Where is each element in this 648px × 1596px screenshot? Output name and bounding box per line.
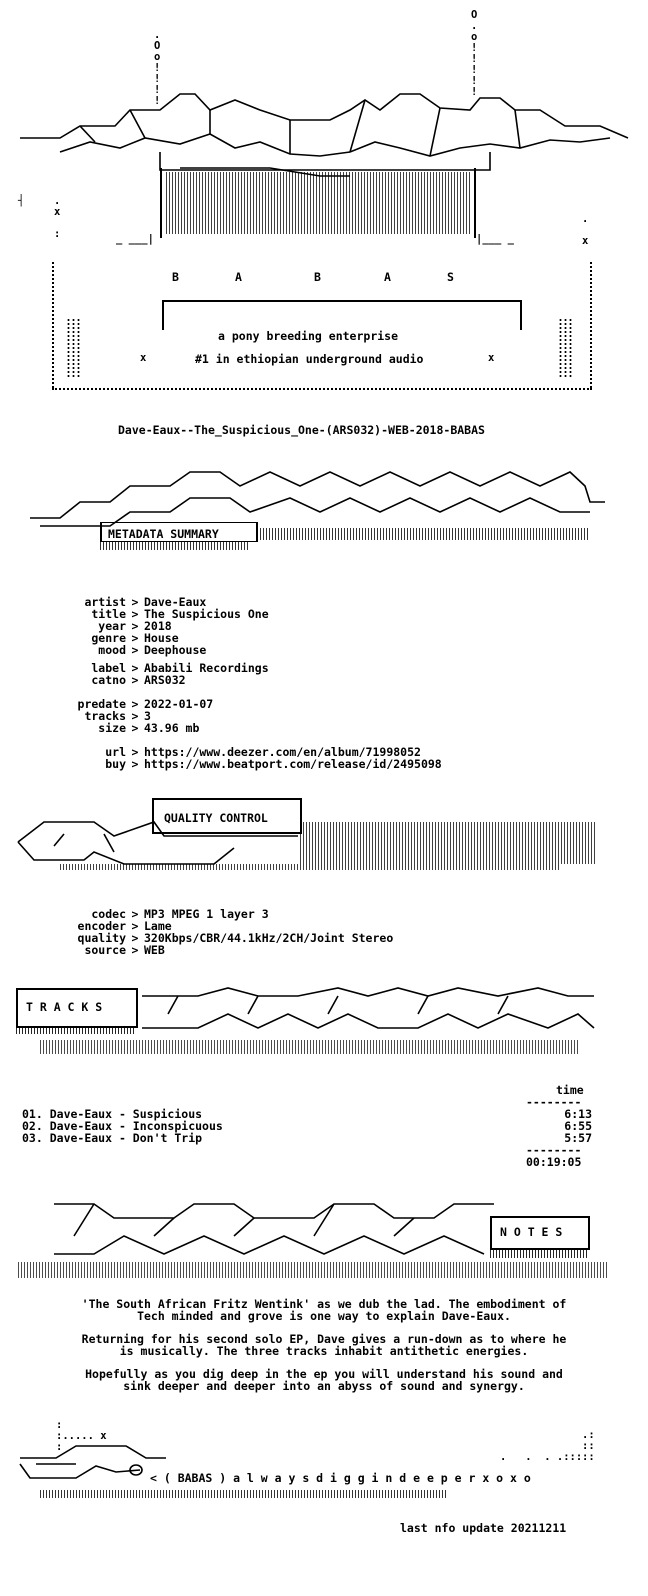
track-time: 6:13: [564, 1107, 592, 1121]
last-update: last nfo update 20211211: [400, 1521, 567, 1535]
quality-key: codec: [91, 907, 126, 921]
metadata-value: 3: [144, 709, 151, 723]
notes-paragraph-1: 'The South African Fritz Wentink' as we dub the lad. The embodiment of Tech minded and grove is one way to explain Dave-Eaux.: [81, 1297, 567, 1323]
total-time: 00:19:05: [526, 1155, 582, 1169]
metadata-value: Deephouse: [144, 643, 207, 657]
quality-key: source: [84, 943, 126, 957]
metadata-key: artist: [84, 595, 126, 609]
track-time: 6:55: [564, 1119, 592, 1133]
metadata-key: title: [91, 607, 126, 621]
track-number: 01.: [22, 1107, 43, 1121]
arrow-glyph: >: [131, 643, 139, 657]
arrow-glyph: >: [131, 709, 139, 723]
metadata-key: mood: [98, 643, 126, 657]
tagline: a pony breeding enterprise: [218, 329, 399, 343]
quality-value: 320Kbps/CBR/44.1kHz/2CH/Joint Stereo: [144, 931, 394, 945]
metadata-value: House: [144, 631, 179, 645]
logo-building: [160, 168, 476, 238]
antenna-right: O . o ! ! ! ! !: [471, 9, 478, 98]
metadata-key: catno: [91, 673, 126, 687]
arrow-glyph: >: [131, 907, 139, 921]
metadata-value: 43.96 mb: [144, 721, 200, 735]
arrow-glyph: >: [131, 619, 139, 633]
footer-slogan: < ( BABAS ) a l w a y s d i g g i n d e e p e r x o x o: [150, 1471, 531, 1485]
arrow-glyph: >: [131, 757, 139, 771]
track-number: 02.: [22, 1119, 43, 1133]
x-mark-left: x: [140, 352, 147, 364]
section-title-tracks: T R A C K S: [26, 1000, 103, 1014]
quality-value: Lame: [144, 919, 172, 933]
quality-value: WEB: [144, 943, 165, 957]
logo-roof: [20, 90, 630, 180]
metadata-key: url: [105, 745, 126, 759]
babas-letter-2: A: [235, 270, 242, 284]
arrow-glyph: >: [131, 631, 139, 645]
time-separator-top: --------: [526, 1095, 582, 1109]
metadata-value: 2022-01-07: [144, 697, 214, 711]
antenna-left: . O o ! ! ! !: [154, 29, 161, 107]
arrow-glyph: >: [131, 697, 139, 711]
track-row: [22, 1132, 592, 1144]
time-header: time: [556, 1083, 584, 1097]
metadata-row: [60, 674, 186, 686]
arrow-glyph: >: [131, 745, 139, 759]
notes-paragraph-3: Hopefully as you dig deep in the ep you will understand his sound and sink deeper and deeper into an abyss of sound and synergy.: [85, 1367, 563, 1393]
arrow-glyph: >: [131, 919, 139, 933]
section-title-metadata: METADATA SUMMARY: [108, 527, 219, 541]
arrow-glyph: >: [131, 661, 139, 675]
section-title-quality: QUALITY CONTROL: [164, 811, 268, 825]
babas-letter-1: B: [172, 270, 179, 284]
babas-letter-3: B: [314, 270, 321, 284]
metadata-key: year: [98, 619, 126, 633]
subtagline: #1 in ethiopian underground audio: [195, 352, 424, 366]
quality-key: encoder: [77, 919, 126, 933]
metadata-key: label: [91, 661, 126, 675]
track-time: 5:57: [564, 1131, 592, 1145]
ground-line-right: |___ _: [476, 233, 514, 245]
babas-letter-4: A: [384, 270, 391, 284]
quality-row: [60, 944, 165, 956]
track-name: Dave-Eaux - Suspicious: [49, 1107, 203, 1121]
arrow-glyph: >: [131, 673, 139, 687]
right-dots: . x: [582, 213, 589, 247]
track-name: Dave-Eaux - Don't Trip: [49, 1131, 203, 1145]
corner-mark: ┤: [18, 195, 25, 207]
release-name: Dave-Eaux--The_Suspicious_One-(ARS032)-WEB-2018-BABAS: [118, 423, 485, 437]
track-number: 03.: [22, 1131, 43, 1145]
metadata-key: buy: [105, 757, 126, 771]
metadata-value: ARS032: [144, 673, 186, 687]
ground-line-left: _ ___|: [116, 233, 154, 245]
metadata-value: Dave-Eaux: [144, 595, 207, 609]
metadata-row: [60, 644, 206, 656]
time-separator-bottom: --------: [526, 1143, 582, 1157]
metadata-key: tracks: [84, 709, 126, 723]
metadata-value: https://www.deezer.com/en/album/71998052: [144, 745, 421, 759]
arrow-glyph: >: [131, 943, 139, 957]
section-title-notes: N O T E S: [500, 1225, 563, 1239]
metadata-key: genre: [91, 631, 126, 645]
metadata-value: The Suspicious One: [144, 607, 269, 621]
metadata-row: [60, 722, 199, 734]
notes-paragraph-2: Returning for his second solo EP, Dave gives a run-down as to where he is musically. The three tracks inhabit antithetic energies.: [81, 1332, 567, 1358]
arrow-glyph: >: [131, 595, 139, 609]
metadata-value: Ababili Recordings: [144, 661, 269, 675]
metadata-key: predate: [77, 697, 126, 711]
quality-key: quality: [77, 931, 126, 945]
x-mark-right: x: [488, 352, 495, 364]
babas-letter-5: S: [447, 270, 454, 284]
quality-value: MP3 MPEG 1 layer 3: [144, 907, 269, 921]
arrow-glyph: >: [131, 931, 139, 945]
metadata-row[interactable]: [60, 758, 442, 770]
left-dots: . x :: [54, 195, 61, 240]
metadata-value: https://www.beatport.com/release/id/2495098: [144, 757, 442, 771]
metadata-key: size: [98, 721, 126, 735]
track-name: Dave-Eaux - Inconspicuous: [49, 1119, 223, 1133]
arrow-glyph: >: [131, 721, 139, 735]
header-frame: [52, 262, 592, 390]
arrow-glyph: >: [131, 607, 139, 621]
metadata-value: 2018: [144, 619, 172, 633]
